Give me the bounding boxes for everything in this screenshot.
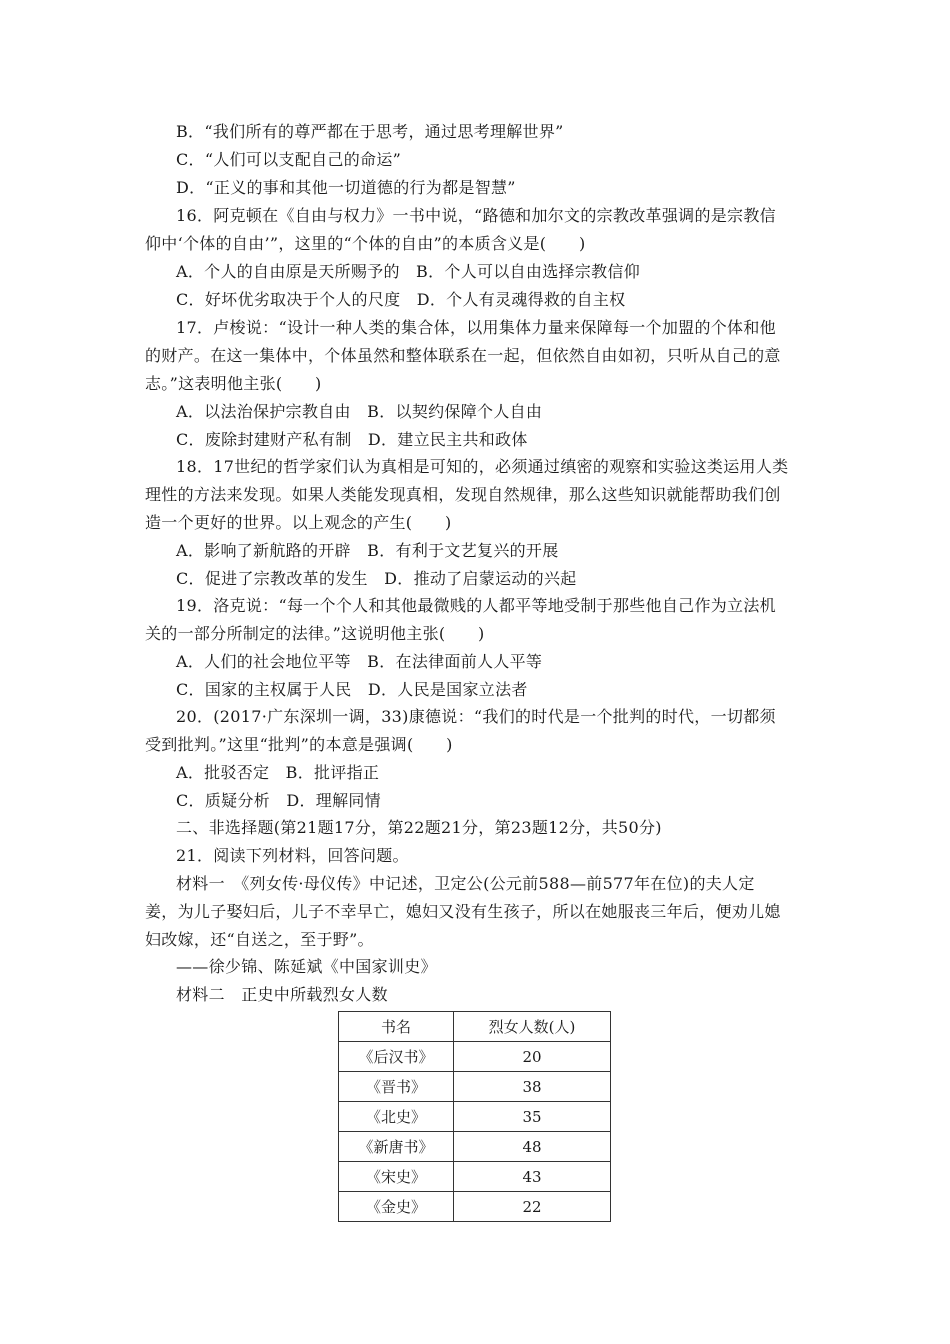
q17-stem-line-1: 17．卢梭说：“设计一种人类的集合体，以用集体力量来保障每一个加盟的个体和他 — [176, 318, 776, 337]
q20-options-ab: A．批驳否定 B．批评指正 — [176, 763, 380, 782]
material-1-line-3: 妇改嫁，还“自送之，至于野”。 — [145, 930, 374, 949]
q17-options-ab: A．以法治保护宗教自由 B．以契约保障个人自由 — [176, 402, 543, 421]
table-cell-book: 《金史》 — [339, 1192, 454, 1222]
q17-stem-line-3: 志。”这表明他主张( ) — [145, 374, 322, 393]
q18-stem-line-2: 理性的方法来发现。如果人类能发现真相，发现自然规律，那么这些知识就能帮助我们创 — [145, 485, 781, 504]
table-cell-count: 43 — [454, 1162, 611, 1192]
q16-stem-line-1: 16．阿克顿在《自由与权力》一书中说，“路德和加尔文的宗教改革强调的是宗教信 — [176, 206, 776, 225]
material-1-source: ——徐少锦、陈延斌《中国家训史》 — [176, 957, 437, 976]
q19-options-cd: C．国家的主权属于人民 D．人民是国家立法者 — [176, 680, 528, 699]
table-row — [339, 1162, 611, 1192]
q18-stem-line-1: 18．17世纪的哲学家们认为真相是可知的，必须通过缜密的观察和实验这类运用人类 — [176, 457, 789, 476]
table-cell-book: 《晋书》 — [339, 1072, 454, 1102]
table-cell-count: 20 — [454, 1042, 611, 1072]
q15-option-d: D．“正义的事和其他一切道德的行为都是智慧” — [176, 178, 516, 197]
q20-stem-line-1: 20．(2017·广东深圳一调，33)康德说：“我们的时代是一个批判的时代，一切都须 — [176, 707, 776, 726]
q16-options-ab: A．个人的自由原是天所赐予的 B．个人可以自由选择宗教信仰 — [176, 262, 641, 281]
lienv-count-table — [338, 1011, 611, 1222]
q15-option-c: C．“人们可以支配自己的命运” — [176, 150, 402, 169]
table-cell-book: 《北史》 — [339, 1102, 454, 1132]
table-cell-book: 《宋史》 — [339, 1162, 454, 1192]
table-row — [339, 1072, 611, 1102]
table-cell-book: 《新唐书》 — [339, 1132, 454, 1162]
material-1-line-1: 材料一 《列女传·母仪传》中记述，卫定公(公元前588—前577年在位)的夫人定 — [176, 874, 755, 893]
table-row — [339, 1132, 611, 1162]
q17-stem-line-2: 的财产。在这一集体中，个体虽然和整体联系在一起，但依然自由如初，只听从自己的意 — [145, 346, 781, 365]
table-cell-count: 22 — [454, 1192, 611, 1222]
table-row — [339, 1102, 611, 1132]
table-row — [339, 1192, 611, 1222]
q19-options-ab: A．人们的社会地位平等 B．在法律面前人人平等 — [176, 652, 543, 671]
q20-options-cd: C．质疑分析 D．理解同情 — [176, 791, 381, 810]
table-cell-count: 48 — [454, 1132, 611, 1162]
q18-stem-line-3: 造一个更好的世界。以上观念的产生( ) — [145, 513, 452, 532]
table-header-book: 书名 — [339, 1012, 454, 1042]
q18-options-ab: A．影响了新航路的开辟 B．有利于文艺复兴的开展 — [176, 541, 559, 560]
table-cell-count: 38 — [454, 1072, 611, 1102]
q18-options-cd: C．促进了宗教改革的发生 D．推动了启蒙运动的兴起 — [176, 569, 577, 588]
section-heading: 二、非选择题(第21题17分，第22题21分，第23题12分，共50分) — [176, 818, 662, 837]
material-1-line-2: 姜，为儿子娶妇后，儿子不幸早亡，媳妇又没有生孩子，所以在她服丧三年后，便劝儿媳 — [145, 902, 781, 921]
q16-options-cd: C．好坏优劣取决于个人的尺度 D．个人有灵魂得救的自主权 — [176, 290, 626, 309]
q19-stem-line-1: 19．洛克说：“每一个个人和其他最微贱的人都平等地受制于那些他自己作为立法机 — [176, 596, 776, 615]
table-header-row — [339, 1012, 611, 1042]
q21-stem: 21．阅读下列材料，回答问题。 — [176, 846, 409, 865]
material-2-title: 材料二 正史中所载烈女人数 — [176, 985, 388, 1004]
q19-stem-line-2: 关的一部分所制定的法律。”这说明他主张( ) — [145, 624, 485, 643]
q17-options-cd: C．废除封建财产私有制 D．建立民主共和政体 — [176, 430, 528, 449]
table-cell-count: 35 — [454, 1102, 611, 1132]
q15-option-b: B．“我们所有的尊严都在于思考，通过思考理解世界” — [176, 122, 564, 141]
q16-stem-line-2: 仰中‘个体的自由’”，这里的“个体的自由”的本质含义是( ) — [145, 234, 586, 253]
table-header-count: 烈女人数(人) — [454, 1012, 611, 1042]
q20-stem-line-2: 受到批判。”这里“批判”的本意是强调( ) — [145, 735, 453, 754]
table-cell-book: 《后汉书》 — [339, 1042, 454, 1072]
table-row — [339, 1042, 611, 1072]
